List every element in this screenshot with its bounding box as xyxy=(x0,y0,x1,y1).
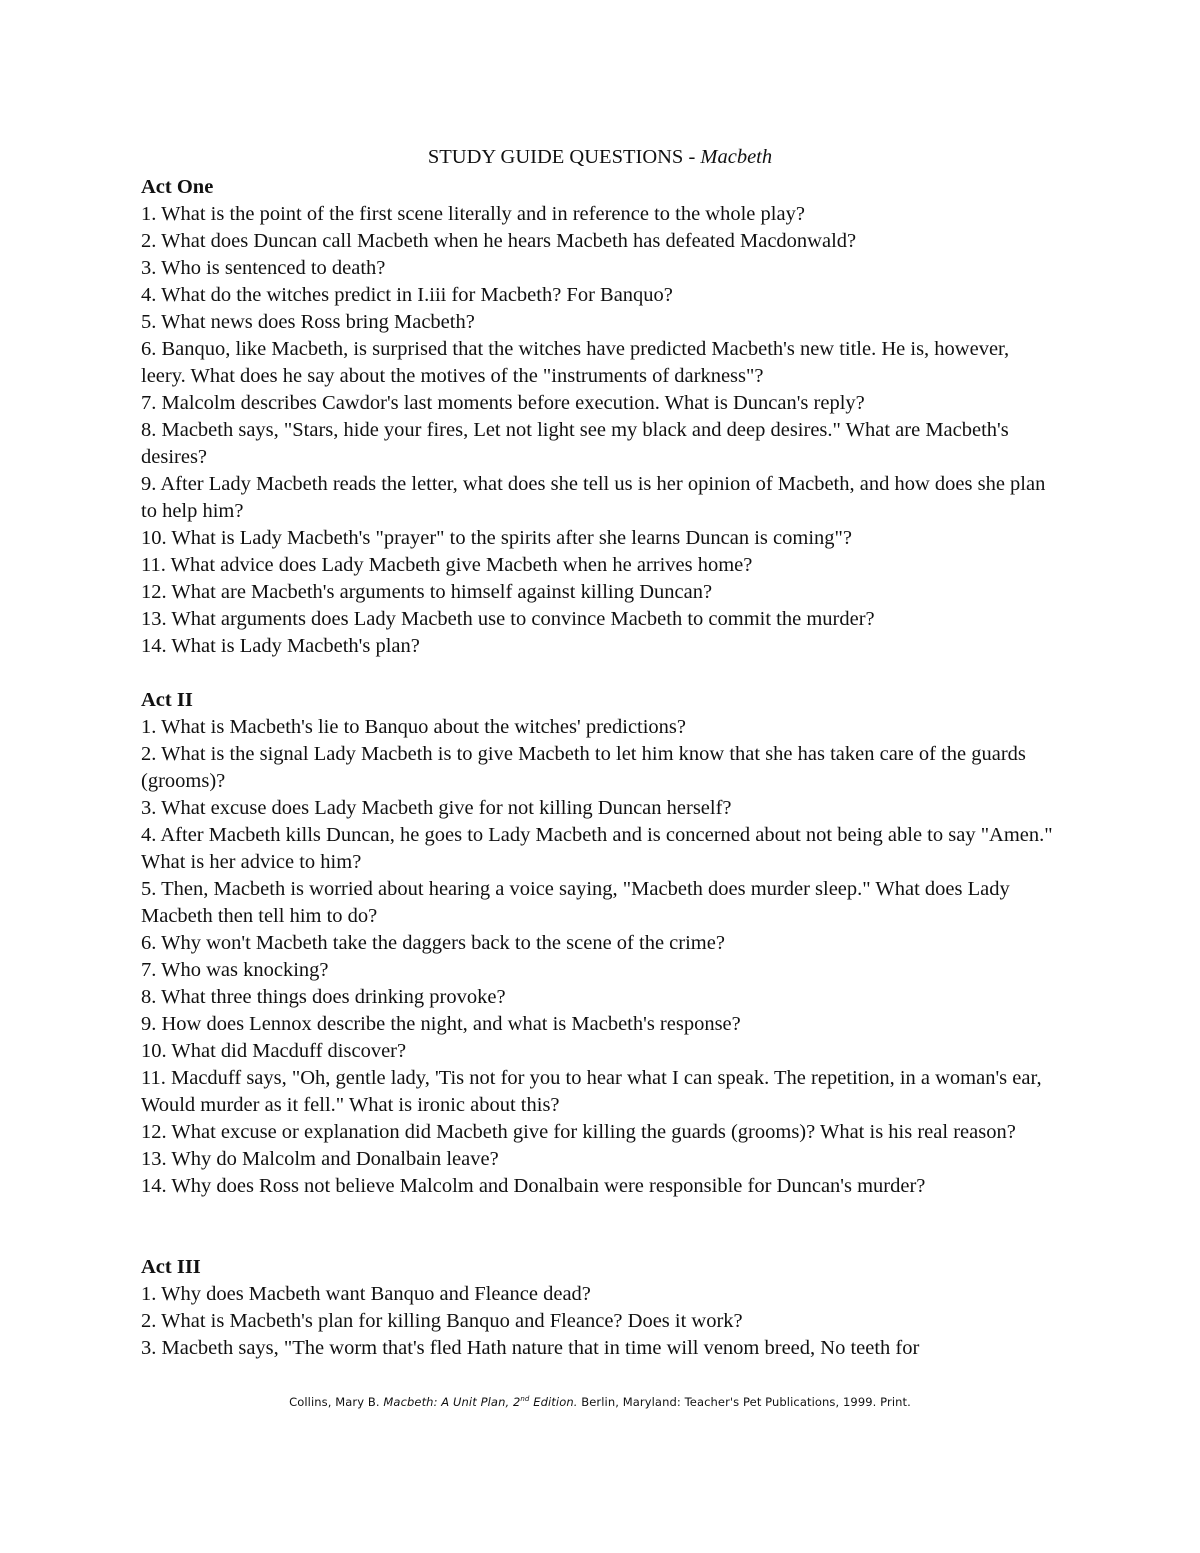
question-item: 2. What is Macbeth's plan for killing Banquo and Fleance? Does it work? xyxy=(141,1310,743,1332)
footer-superscript: nd xyxy=(520,1395,530,1404)
question-item: 5. Then, Macbeth is worried about hearing a voice saying, "Macbeth does murder sleep." What does Lady Macbeth then tell him to do? xyxy=(141,878,1010,927)
question-item: 11. What advice does Lady Macbeth give Macbeth when he arrives home? xyxy=(141,554,753,576)
question-item: 12. What are Macbeth's arguments to himself against killing Duncan? xyxy=(141,581,713,603)
question-item: 2. What does Duncan call Macbeth when he hears Macbeth has defeated Macdonwald? xyxy=(141,230,857,252)
question-item: 2. What is the signal Lady Macbeth is to give Macbeth to let him know that she has taken care of the guards (grooms)? xyxy=(141,743,1026,792)
question-item: 13. Why do Malcolm and Donalbain leave? xyxy=(141,1148,499,1170)
act-one-section xyxy=(141,174,1059,660)
question-item: 14. What is Lady Macbeth's plan? xyxy=(141,635,420,657)
act-one-heading: Act One xyxy=(141,176,214,198)
question-item: 7. Malcolm describes Cawdor's last moments before execution. What is Duncan's reply? xyxy=(141,392,865,414)
question-item: 6. Banquo, like Macbeth, is surprised that the witches have predicted Macbeth's new title. He is, however, leery. What does he say about the motives of the "instruments of darkness"? xyxy=(141,338,1010,387)
question-item: 1. Why does Macbeth want Banquo and Fleance dead? xyxy=(141,1283,591,1305)
section-spacer xyxy=(141,660,1059,687)
question-item: 4. What do the witches predict in I.iii for Macbeth? For Banquo? xyxy=(141,284,673,306)
title-text: STUDY GUIDE QUESTIONS - xyxy=(427,146,701,168)
question-item: 3. Macbeth says, "The worm that's fled Hath nature that in time will venom breed, No teeth for xyxy=(141,1337,920,1359)
question-item: 9. After Lady Macbeth reads the letter, what does she tell us is her opinion of Macbeth, and how does she plan to help him? xyxy=(141,473,1046,522)
question-item: 7. Who was knocking? xyxy=(141,959,329,981)
act-one-question-list xyxy=(141,201,1059,660)
document-body xyxy=(141,141,1059,1362)
question-item: 12. What excuse or explanation did Macbeth give for killing the guards (grooms)? What is his real reason? xyxy=(141,1121,1016,1143)
question-item: 1. What is the point of the first scene literally and in reference to the whole play? xyxy=(141,203,805,225)
question-item: 10. What is Lady Macbeth's "prayer" to the spirits after she learns Duncan is coming"? xyxy=(141,527,852,549)
question-item: 3. Who is sentenced to death? xyxy=(141,257,386,279)
footer-edition: Edition. xyxy=(529,1395,578,1409)
footer-author: Collins, Mary B. xyxy=(289,1395,384,1409)
question-item: 3. What excuse does Lady Macbeth give for not killing Duncan herself? xyxy=(141,797,732,819)
act-three-question-list xyxy=(141,1281,1059,1362)
question-item: 13. What arguments does Lady Macbeth use to convince Macbeth to commit the murder? xyxy=(141,608,875,630)
footer-book-title: Macbeth: A Unit Plan, 2 xyxy=(383,1395,521,1409)
section-spacer xyxy=(141,1200,1059,1254)
act-two-question-list xyxy=(141,714,1059,1200)
title-italic-text: Macbeth xyxy=(700,146,773,168)
page-title xyxy=(141,143,1059,172)
question-item: 14. Why does Ross not believe Malcolm and Donalbain were responsible for Duncan's murder? xyxy=(141,1175,926,1197)
act-three-section xyxy=(141,1254,1059,1362)
act-three-heading: Act III xyxy=(141,1256,201,1278)
question-item: 10. What did Macduff discover? xyxy=(141,1040,407,1062)
question-item: 11. Macduff says, "Oh, gentle lady, 'Tis not for you to hear what I can speak. The repetition, in a woman's ear, Would murder as it fell." What is ironic about this? xyxy=(141,1067,1042,1116)
question-item: 4. After Macbeth kills Duncan, he goes to Lady Macbeth and is concerned about not being able to say "Amen." What is her advice to him? xyxy=(141,824,1053,873)
question-item: 8. Macbeth says, "Stars, hide your fires, Let not light see my black and deep desires." What are Macbeth's desires? xyxy=(141,419,1009,468)
question-item: 9. How does Lennox describe the night, and what is Macbeth's response? xyxy=(141,1013,741,1035)
question-item: 8. What three things does drinking provoke? xyxy=(141,986,506,1008)
question-item: 5. What news does Ross bring Macbeth? xyxy=(141,311,475,333)
footer-publisher: Berlin, Maryland: Teacher's Pet Publications, 1999. Print. xyxy=(577,1395,911,1409)
question-item: 1. What is Macbeth's lie to Banquo about the witches' predictions? xyxy=(141,716,687,738)
act-two-section xyxy=(141,687,1059,1200)
citation-footer xyxy=(0,1395,1200,1409)
question-item: 6. Why won't Macbeth take the daggers back to the scene of the crime? xyxy=(141,932,725,954)
act-two-heading: Act II xyxy=(141,689,193,711)
